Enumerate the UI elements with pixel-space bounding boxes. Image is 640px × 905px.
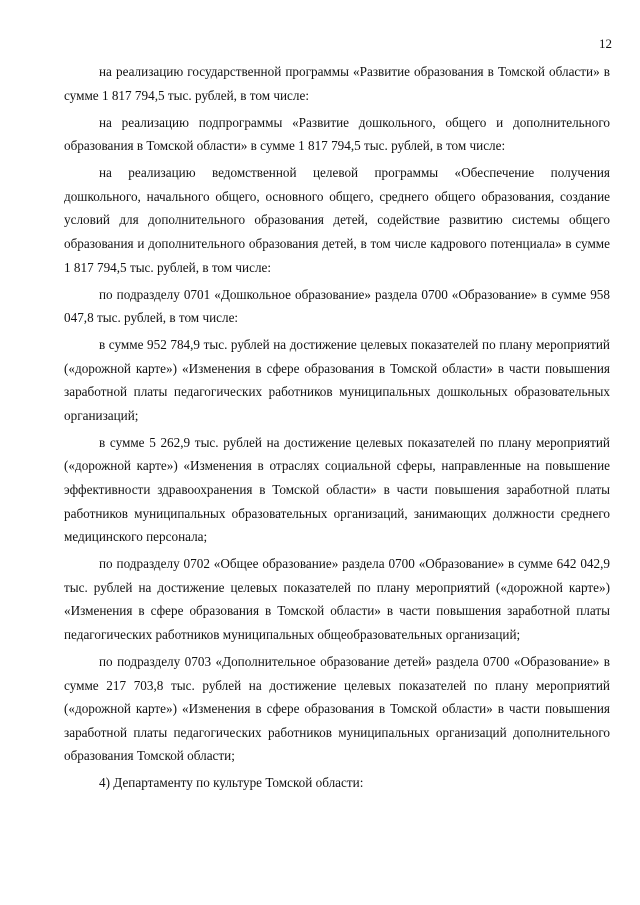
paragraph-amount-5262: в сумме 5 262,9 тыс. рублей на достижение целевых показателей по плану мероприятий («дорожной карте») «Изменения в отраслях социальной сферы, направленные на повышение эффективности здравоохранения в Томской области» в части повышения заработной платы работников муниципальных образовательных организаций, занимающих должности среднего медицинского персонала; <box>64 434 610 545</box>
document-body <box>64 60 610 798</box>
paragraph-culture-department: 4) Департаменту по культуре Томской области: <box>99 775 364 791</box>
paragraph-amount-952784: в сумме 952 784,9 тыс. рублей на достижение целевых показателей по плану мероприятий («дорожной карте») «Изменения в сфере образования в Томской области» в части повышения заработной платы педагогических работников муниципальных дошкольных образовательных организаций; <box>64 337 610 423</box>
paragraph-subsection-0703: по подразделу 0703 «Дополнительное образование детей» раздела 0700 «Образование» в сумме 217 703,8 тыс. рублей на достижение целевых показателей по плану мероприятий («дорожной карте») «Изменения в сфере образования в Томской области» в части повышения заработной платы педагогических работников муниципальных организаций дополнительного образования Томской области; <box>64 653 610 764</box>
paragraph-subsection-0701: по подразделу 0701 «Дошкольное образование» раздела 0700 «Образование» в сумме 958 047,8 тыс. рублей, в том числе: <box>64 286 610 326</box>
paragraph-subsection-0702: по подразделу 0702 «Общее образование» раздела 0700 «Образование» в сумме 642 042,9 тыс. рублей на достижение целевых показателей по плану мероприятий («дорожной карте») «Изменения в сфере образования в Томской области» в части повышения заработной платы педагогических работников муниципальных общеобразовательных организаций; <box>64 556 610 642</box>
paragraph-subprogram: на реализацию подпрограммы «Развитие дошкольного, общего и дополнительного образования в Томской области» в сумме 1 817 794,5 тыс. рублей, в том числе: <box>64 114 610 154</box>
paragraph-departmental-program: на реализацию ведомственной целевой программы «Обеспечение получения дошкольного, начального общего, основного общего, среднего общего образования, создание условий для дополнительного образования детей, содействие развитию системы общего образования и дополнительного образования детей, в том числе кадрового потенциала» в сумме 1 817 794,5 тыс. рублей, в том числе: <box>64 165 610 275</box>
paragraph-state-program: на реализацию государственной программы «Развитие образования в Томской области» в сумме 1 817 794,5 тыс. рублей, в том числе: <box>64 64 610 103</box>
page-number: 12 <box>599 36 612 51</box>
